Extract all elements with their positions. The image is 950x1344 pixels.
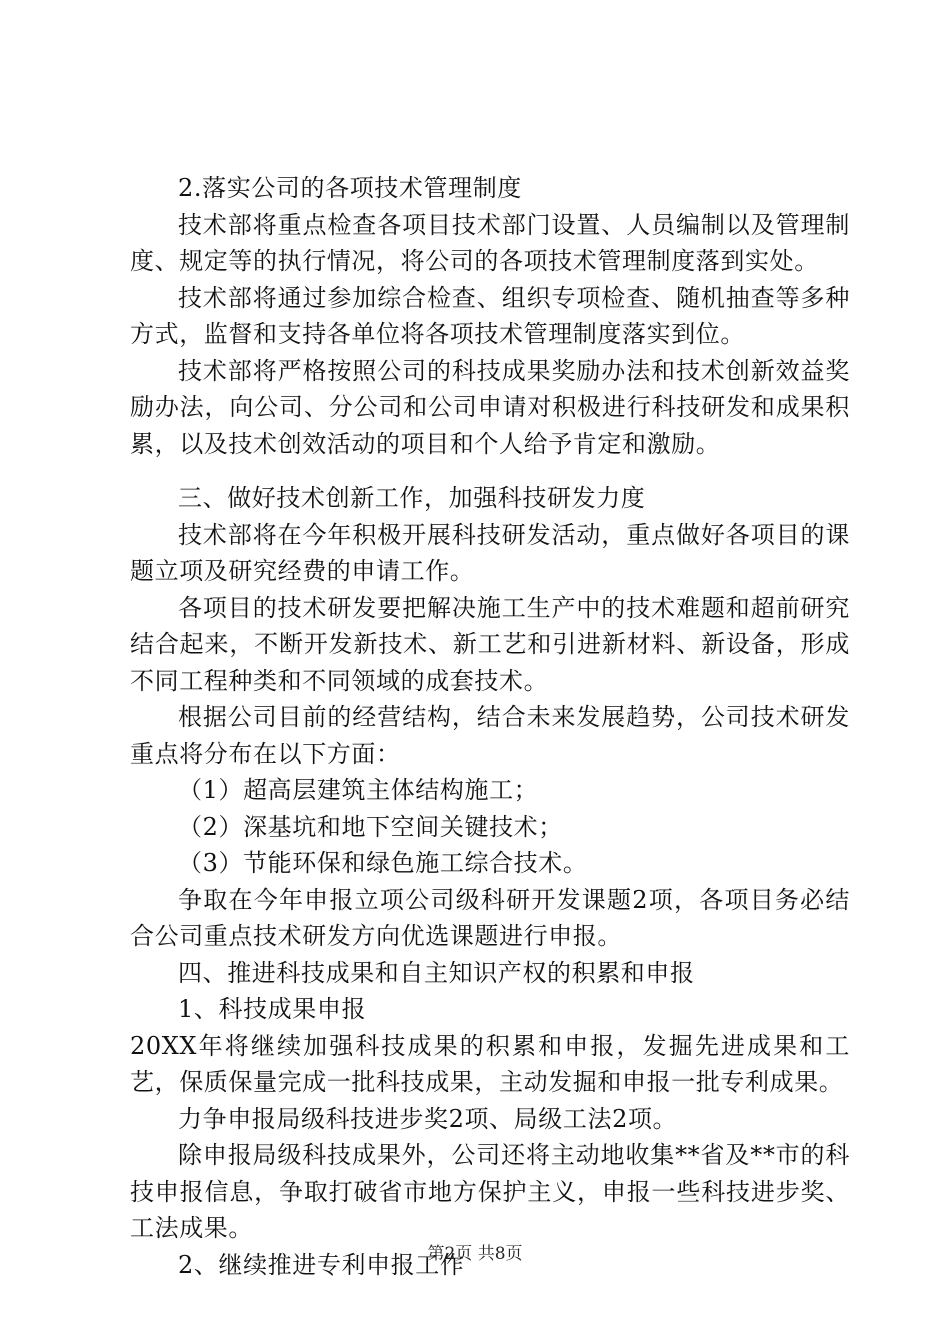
body-paragraph: 除申报局级科技成果外，公司还将主动地收集**省及**市的科技申报信息，争取打破省市地方保护主义，申报一些科技进步奖、工法成果。 [130, 1141, 850, 1242]
body-paragraph: 技术部将在今年积极开展科技研发活动，重点做好各项目的课题立项及研究经费的申请工作。 [130, 520, 850, 585]
section-heading: 2.落实公司的各项技术管理制度 [178, 174, 522, 202]
paragraph-gap [130, 462, 850, 480]
body-paragraph: 各项目的技术研发要把解决施工生产中的技术难题和超前研究结合起来，不断开发新技术、新工艺和引进新材料、新设备，形成不同工程种类和不同领域的成套技术。 [130, 593, 850, 695]
subsection-heading: 1、科技成果申报 [178, 995, 367, 1023]
list-item: （3）节能环保和绿色施工综合技术。 [178, 849, 588, 877]
section-heading: 四、推进科技成果和自主知识产权的积累和申报 [178, 958, 695, 987]
subsection-heading: 2、继续推进专利申报工作 [178, 1250, 465, 1279]
document-body [130, 170, 850, 1283]
list-item: （2）深基坑和地下空间关键技术； [178, 812, 563, 841]
body-paragraph: 力争申报局级科技进步奖2项、局级工法2项。 [178, 1104, 678, 1133]
body-paragraph: 技术部将重点检查各项目技术部门设置、人员编制以及管理制度、规定等的执行情况，将公司的各项技术管理制度落到实处。 [130, 210, 850, 275]
body-paragraph: 20XX年将继续加强科技成果的积累和申报，发掘先进成果和工艺，保质保量完成一批科技成果，主动发掘和申报一批专利成果。 [130, 1031, 850, 1096]
body-paragraph: 争取在今年申报立项公司级科研开发课题2项，各项目务必结合公司重点技术研发方向优选课题进行申报。 [130, 885, 850, 950]
list-item: （1）超高层建筑主体结构施工； [178, 776, 539, 804]
body-paragraph: 技术部将通过参加综合检查、组织专项检查、随机抽查等多种方式，监督和支持各单位将各项技术管理制度落实到位。 [130, 283, 850, 348]
page-number-footer: 第2页 共8页 [427, 1244, 523, 1264]
body-paragraph: 技术部将严格按照公司的科技成果奖励办法和技术创新效益奖励办法，向公司、分公司和公司申请对积极进行科技研发和成果积累，以及技术创效活动的项目和个人给予肯定和激励。 [130, 356, 850, 458]
body-paragraph: 根据公司目前的经营结构，结合未来发展趋势，公司技术研发重点将分布在以下方面： [130, 703, 850, 768]
section-heading: 三、做好技术创新工作，加强科技研发力度 [178, 484, 646, 512]
